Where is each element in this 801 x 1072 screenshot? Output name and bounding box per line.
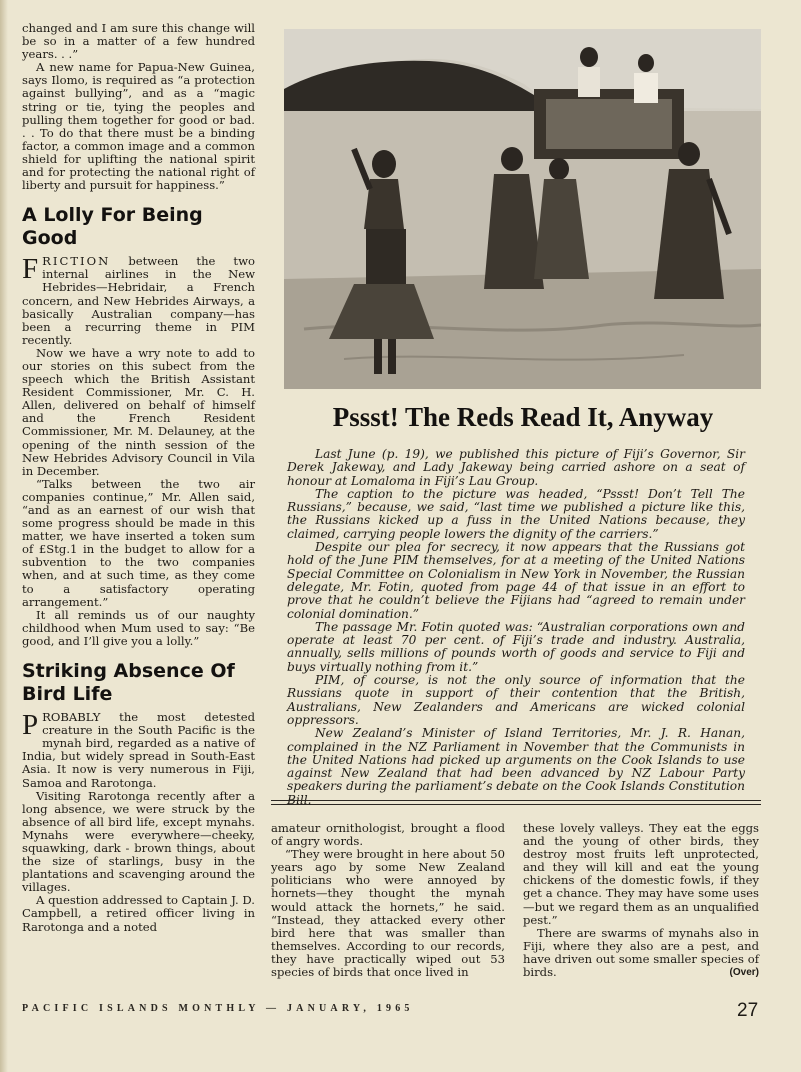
photo-illustration (284, 29, 761, 389)
bird-text: the most detested creature in the South Pacific is the mynah bird, regarded as a native of India, but widely spread in South-East Asia. It now is very numerous in Fiji, Samoa and Rarotonga. (22, 710, 255, 790)
headline-lolly: A Lolly For Being Good (22, 204, 203, 250)
small-caps-lead: RICTION (42, 254, 111, 269)
article-body (287, 448, 745, 807)
lolly-text: between the two internal airlines in the New Hebrides—Hebridair, a French concern, and New Hebrides Airways, a basically Australian company—has been a recurring theme in PIM recently. (22, 254, 255, 347)
article-paragraph: The passage Mr. Fotin quoted was: “Australian corporations own and operate at least 70 per cent. of Fiji’s trade and industry. Australia, annually, sells millions of pounds worth of goods and service to Fiji and buys virtually nothing from it.” (287, 619, 745, 674)
lolly-paragraph (22, 255, 255, 347)
article-paragraph: Last June (p. 19), we published this picture of Fiji’s Governor, Sir Derek Jakeway, and Lady Jakeway being carried ashore on a seat of honour at Lomaloma in Fiji’s Lau Group. (287, 447, 745, 488)
magazine-footer: PACIFIC ISLANDS MONTHLY — JANUARY, 1965 (22, 1003, 414, 1014)
right-column (523, 822, 759, 979)
bird-text: There are swarms of mynahs also in Fiji, where they also are a pest, and have driven out some smaller species of birds. (523, 925, 759, 980)
bird-paragraph: these lovely valleys. They eat the eggs and the young of other birds, they destroy most fruits left unprotected, and they will kill and eat the young chickens of the domestic fowls, if they get a chance. They may have some uses—but we regard them as an unqualified pest.” (523, 821, 759, 927)
article-paragraph: New Zealand’s Minister of Island Territories, Mr. J. R. Hanan, complained in the NZ Parliament in November that the Communists in the United Nations had picked up arguments on the Cook Islands to use against New Zealand that had been advanced by NZ Labour Party speakers during the parliament’s debate on the Cook Islands Constitution Bill. (287, 726, 745, 807)
lolly-paragraph: “Talks between the two air companies continue,” Mr. Allen said, “and as an earnest of our wish that some progress should be made in this matter, we have inserted a token sum of £Stg.1 in the budget to allow for a subvention to the two companies when, and at such time, as they come to a satisfactory operating arrangement.” (22, 476, 255, 609)
article-paragraph: PIM, of course, is not the only source of information that the Russians quote in support of their contention that the British, Australians, New Zealanders and Americans are wicked colonial oppressors. (287, 673, 745, 727)
page-edge (0, 0, 8, 1072)
left-column (22, 22, 255, 934)
drop-cap: P (22, 709, 39, 742)
intro-paragraph: A new name for Papua-New Guinea, says Ilomo, is required as “a protection against bullying”, and as a “magic string or tie, tying the peoples and pulling them together for good or bad. . . To do that there must be a binding factor, a common image and a common shield for uplifting the national spirit and for protecting the national right of liberty and pursuit for happiness.” (22, 60, 255, 193)
bird-paragraph: amateur ornithologist, brought a flood of angry words. (271, 821, 505, 849)
drop-cap: F (22, 253, 39, 286)
middle-column (271, 822, 505, 979)
bird-paragraph (523, 927, 759, 979)
divider-rule (271, 800, 761, 801)
lolly-paragraph: Now we have a wry note to add to our stories on this subect from the speech which the British Assistant Resident Commissioner, Mr. C. H. Allen, delivered on behalf of himself and the French Resident Commissioner, Mr. M. Delauney, at the opening of the ninth session of the New Hebrides Advisory Council in Vila in December. (22, 345, 255, 478)
article-title: Pssst! The Reds Read It, Anyway (332, 402, 714, 432)
bird-paragraph: Visiting Rarotonga recently after a long absence, we were struck by the absence of all bird life, except mynahs. Mynahs were everywhere—cheeky, squawking, dark - brown things, about the size of starlings, busy in the plantations and scavenging around the villages. (22, 788, 255, 895)
article-paragraph: The caption to the picture was headed, “Pssst! Don’t Tell The Russians,” because, we said, “last time we published a picture like this, the Russians kicked up a fuss in the United Nations because, they claimed, carrying people lowers the dignity of the carriers.” (287, 486, 745, 541)
intro-paragraph: changed and I am sure this change will be so in a matter of a few hundred years. . .” (22, 21, 255, 62)
photo-governor-carried-ashore (284, 29, 761, 389)
divider-rule (271, 804, 761, 805)
bird-paragraph: A question addressed to Captain J. D. Campbell, a retired officer living in Rarotonga and a noted (22, 893, 255, 934)
headline-bird-life: Striking Absence Of Bird Life (22, 660, 235, 706)
small-caps-lead: ROBABLY (42, 710, 101, 725)
lolly-paragraph: It all reminds us of our naughty childhood when Mum used to say: “Be good, and I’ll give you a lolly.” (22, 607, 255, 648)
bird-paragraph: “They were brought in here about 50 years ago by some New Zealand politicians who were annoyed by hornets—they thought the mynah would attack the hornets,” he said. “Instead, they attacked every other bird here that was smaller than themselves. According to our records, they have practically wiped out 53 species of birds that once lived in (271, 847, 505, 980)
article-paragraph: Despite our plea for secrecy, it now appears that the Russians got hold of the June PIM themselves, for at a meeting of the United Nations Special Committee on Colonialism in New York in November, the Russian delegate, Mr. Fotin, quoted from page 44 of that issue in an effort to prove that he couldn’t believe the Fijians had “agreed to remain under colonial domination.” (287, 540, 745, 621)
continued-over-label: (Over) (729, 967, 759, 979)
bird-paragraph (22, 711, 255, 790)
page-number: 27 (737, 1000, 759, 1021)
